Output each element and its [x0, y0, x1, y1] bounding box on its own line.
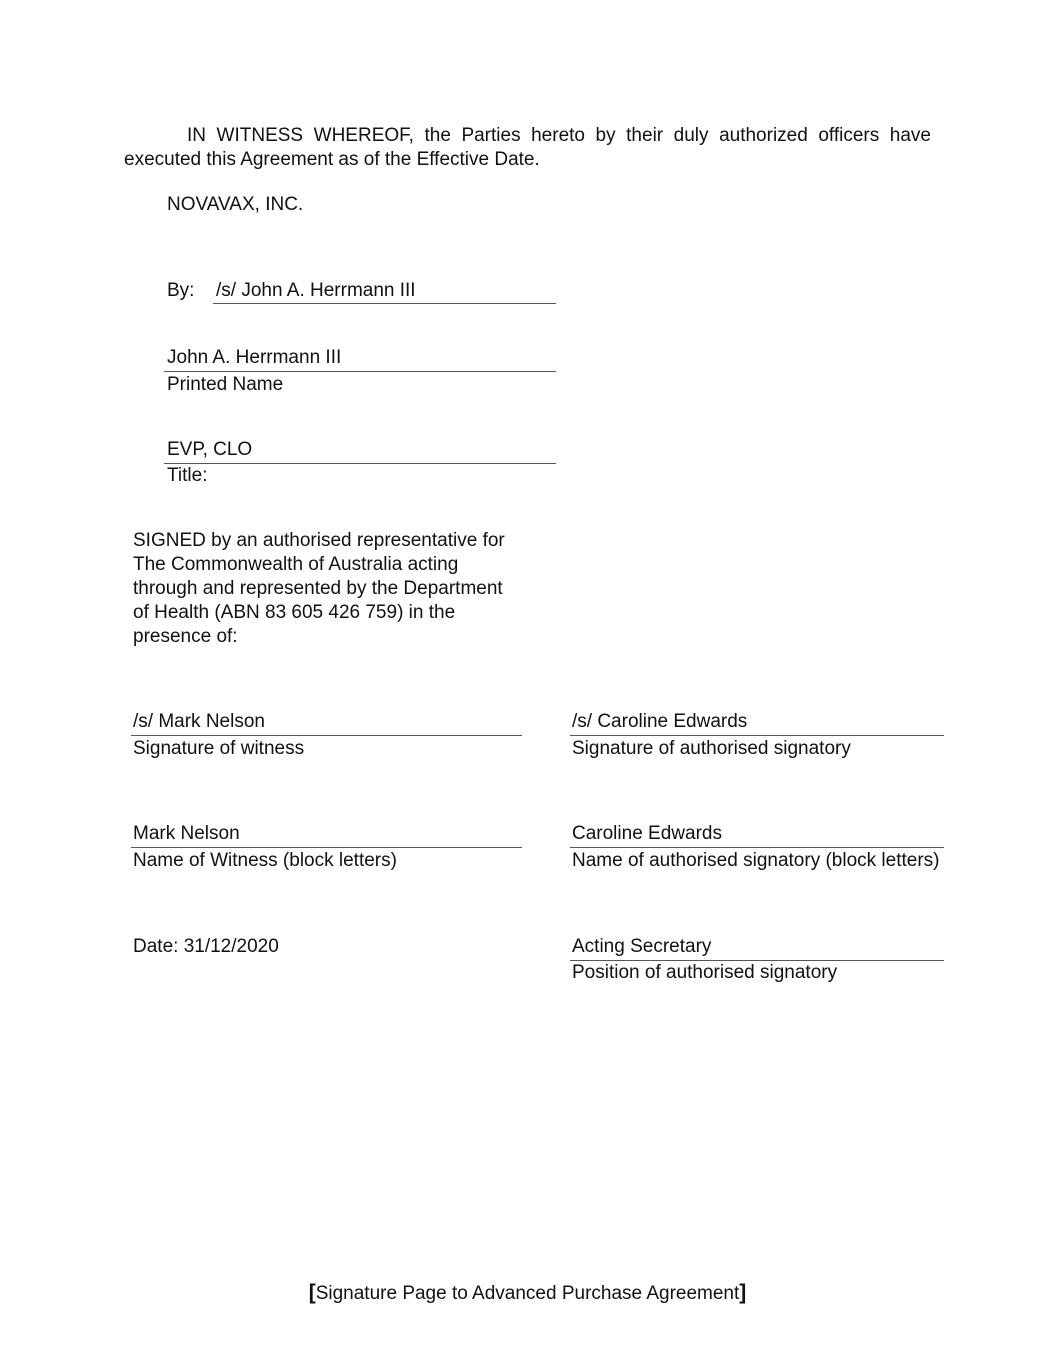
printed-name-line: [164, 371, 556, 372]
signatory-position-label: Position of authorised signatory: [572, 962, 838, 983]
by-label: By:: [167, 280, 195, 301]
signatory-signature-label: Signature of authorised signatory: [572, 738, 851, 759]
page-footer: [0, 1281, 1055, 1305]
signatory-name-label: Name of authorised signatory (block letters): [572, 850, 940, 871]
witness-name: Mark Nelson: [133, 823, 240, 844]
title-value: EVP, CLO: [167, 439, 253, 460]
signature-line: [213, 303, 556, 304]
witness-name-label: Name of Witness (block letters): [133, 850, 397, 871]
witness-signature-line: [131, 735, 522, 736]
signatory-position: Acting Secretary: [572, 936, 712, 957]
signatory-name: Caroline Edwards: [572, 823, 722, 844]
signing-date: Date: 31/12/2020: [133, 936, 279, 957]
printed-name-value: John A. Herrmann III: [167, 347, 342, 368]
title-label: Title:: [167, 465, 208, 486]
title-line: [164, 463, 556, 464]
witness-signature-label: Signature of witness: [133, 738, 305, 759]
signed-line: The Commonwealth of Australia acting: [133, 554, 459, 575]
novavax-signature: /s/ John A. Herrmann III: [216, 280, 416, 301]
footer-open-bracket: [: [308, 1281, 316, 1304]
footer-close-bracket: ]: [739, 1281, 747, 1304]
signed-line: through and represented by the Department: [133, 578, 503, 599]
signatory-signature: /s/ Caroline Edwards: [572, 711, 748, 732]
footer-text: Signature Page to Advanced Purchase Agreement: [315, 1283, 740, 1304]
company-name: NOVAVAX, INC.: [167, 194, 304, 215]
signatory-signature-line: [570, 735, 944, 736]
signed-line: of Health (ABN 83 605 426 759) in the: [133, 602, 456, 623]
signatory-name-line: [570, 847, 944, 848]
witness-paragraph: IN WITNESS WHEREOF, the Parties hereto by their duly authorized officers have executed this Agreement as of the Effective Date.: [124, 125, 931, 170]
signed-line: SIGNED by an authorised representative for: [133, 530, 505, 551]
signed-by-statement: [133, 529, 505, 649]
witness-signature: /s/ Mark Nelson: [133, 711, 265, 732]
signed-line: presence of:: [133, 626, 238, 647]
witness-name-line: [131, 847, 522, 848]
printed-name-label: Printed Name: [167, 374, 284, 395]
signatory-position-line: [570, 960, 944, 961]
